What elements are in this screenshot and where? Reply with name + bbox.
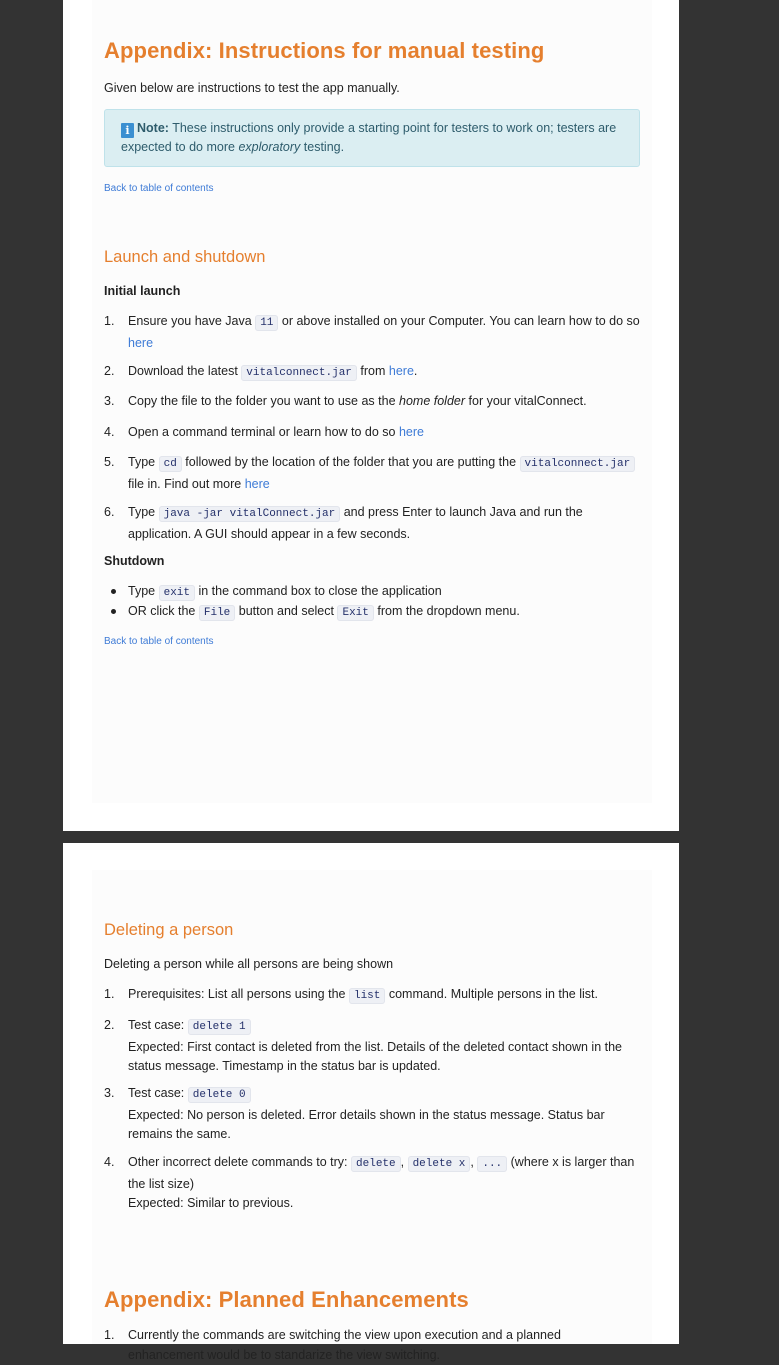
period: . <box>413 364 418 378</box>
page-2-content <box>92 870 652 1362</box>
bullet-icon <box>111 609 116 614</box>
list-item: 4. Other incorrect delete commands to try: delete , delete x , ... (where x is larger than the list size) Expected: Similar to previous. <box>104 1155 635 1210</box>
back-to-toc-link[interactable]: Back to table of contents <box>104 183 214 194</box>
list-number: 3. <box>104 1086 115 1100</box>
section-title-launch: Launch and shutdown <box>104 248 266 266</box>
item-text: Other incorrect delete commands to try: <box>128 1155 348 1169</box>
code-exit-command: exit <box>159 585 195 601</box>
expected-text: Expected: No person is deleted. Error details shown in the status message. Status bar remains the same. <box>128 1107 605 1141</box>
code-list-command: list <box>349 988 385 1004</box>
list-item <box>104 392 640 412</box>
info-icon: i <box>121 123 134 138</box>
step-text: Copy the file to the folder you want to use as the <box>128 394 396 408</box>
list-item <box>104 503 640 544</box>
code-java-version: 11 <box>255 315 278 331</box>
code-cd: cd <box>159 456 182 472</box>
list-number: 2. <box>104 1018 115 1032</box>
bullet-text: OR click the <box>128 604 196 618</box>
list-number: 4. <box>104 425 115 439</box>
back-to-toc-link[interactable]: Back to table of contents <box>104 636 214 647</box>
code-jar-name: vitalconnect.jar <box>520 456 636 472</box>
emphasis-home-folder: home folder <box>399 394 466 408</box>
step-text: Type <box>128 505 156 519</box>
list-item <box>104 985 640 1007</box>
list-item <box>104 423 640 443</box>
expected-text: Expected: Similar to previous. <box>128 1196 294 1210</box>
list-number: 1. <box>104 987 115 1001</box>
list-number: 2. <box>104 364 115 378</box>
list-item <box>104 1326 640 1365</box>
note-emphasis: exploratory <box>238 140 301 154</box>
item-text: Test case: <box>128 1018 185 1032</box>
list-item <box>104 1016 640 1077</box>
item-text: (where x is larger than the list size) <box>128 1155 635 1191</box>
list-number: 6. <box>104 505 115 519</box>
code-exit-menu: Exit <box>337 605 373 621</box>
shutdown-heading: Shutdown <box>104 554 165 568</box>
list-number: 1. <box>104 314 115 328</box>
code-delete-x: delete x <box>408 1156 471 1172</box>
list-number: 5. <box>104 455 115 469</box>
download-link[interactable]: here <box>388 364 414 378</box>
step-text: followed by the location of the folder that you are putting the <box>185 455 517 469</box>
step-text: file in. Find out more <box>128 476 242 491</box>
intro-text: Given below are instructions to test the app manually. <box>104 81 400 95</box>
step-text: Type <box>128 455 156 469</box>
bullet-text: from the dropdown menu. <box>377 604 520 618</box>
list-number: 1. <box>104 1328 115 1342</box>
code-delete-0: delete 0 <box>188 1087 251 1103</box>
code-jar-name: vitalconnect.jar <box>241 365 357 381</box>
enhancements-title: Appendix: Planned Enhancements <box>104 1287 469 1312</box>
page-title: Appendix: Instructions for manual testing <box>104 38 545 63</box>
note-callout <box>104 109 640 167</box>
step-text: for your vitalConnect. <box>468 394 587 408</box>
step-text: and press Enter to launch Java and run the application. A GUI should appear in a few seconds. <box>128 505 583 541</box>
note-text: These instructions only provide a starting point for testers to work on; testers are expected to do more <box>121 121 617 154</box>
note-text-end: testing. <box>303 140 345 154</box>
java-install-link[interactable]: here <box>128 335 154 350</box>
step-text: Open a command terminal or learn how to do so <box>128 425 396 439</box>
note-label: Note: <box>137 121 169 135</box>
enhancement-text: Currently the commands are switching the view upon execution and a planned enhancement would be to standarize the view switching. <box>128 1328 561 1362</box>
item-text: Test case: <box>128 1086 185 1100</box>
list-item <box>104 582 640 604</box>
code-delete-1: delete 1 <box>188 1019 251 1035</box>
code-java-jar: java -jar vitalConnect.jar <box>159 506 341 522</box>
step-text: Ensure you have Java <box>128 314 252 328</box>
list-item <box>104 362 640 384</box>
item-text: command. Multiple persons in the list. <box>388 987 598 1001</box>
list-item <box>104 453 640 494</box>
expected-text: Expected: First contact is deleted from the list. Details of the deleted contact shown in the status message. Timestamp in the status bar is updated. <box>128 1039 623 1073</box>
initial-launch-heading: Initial launch <box>104 284 181 298</box>
list-item <box>104 1084 640 1145</box>
code-ellipsis: ... <box>477 1156 507 1172</box>
list-item <box>104 602 640 624</box>
section-title-deleting: Deleting a person <box>104 921 234 939</box>
step-text: from <box>360 364 386 378</box>
bullet-text: button and select <box>238 604 334 618</box>
code-delete: delete <box>351 1156 401 1172</box>
bullet-text: Type <box>128 584 156 598</box>
item-text: Prerequisites: List all persons using the <box>128 987 346 1001</box>
page-1-content <box>92 0 652 803</box>
bullet-text: in the command box to close the application <box>198 584 442 598</box>
bullet-icon <box>111 589 116 594</box>
list-item <box>104 312 640 353</box>
document-page-2 <box>63 843 679 1362</box>
terminal-help-link[interactable]: here <box>398 425 425 439</box>
code-file-button: File <box>199 605 235 621</box>
step-text: Download the latest <box>128 364 238 378</box>
list-number: 3. <box>104 394 115 408</box>
list-number: 4. <box>104 1155 115 1169</box>
find-out-more-link[interactable]: here <box>244 476 270 491</box>
step-text: or above installed on your Computer. You can learn how to do so <box>281 314 640 328</box>
deleting-intro: Deleting a person while all persons are being shown <box>104 957 394 971</box>
document-page-1 <box>63 0 679 831</box>
